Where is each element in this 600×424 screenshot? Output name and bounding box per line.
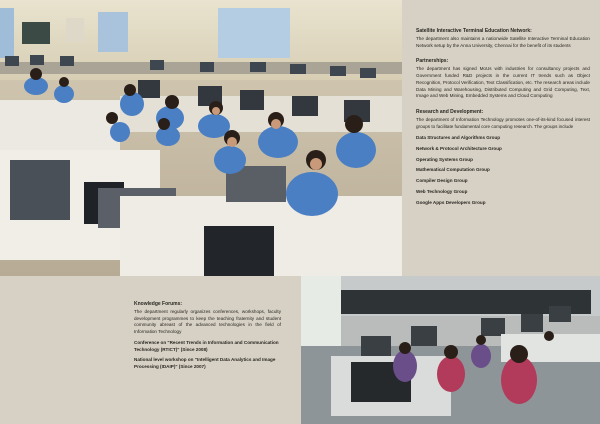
right-text-panel <box>402 0 600 276</box>
research-group-item: Network & Protocol Architecture Group <box>416 146 502 152</box>
research-section <box>416 109 590 208</box>
research-heading: Research and Development: <box>416 108 484 115</box>
knowledge-forums-text: The department regularly organizes conferences, workshops, faculty development programmes to keep the teaching fraternity and student community abreast of the advanced technologies in the field of Information Technology <box>134 309 281 335</box>
partnerships-text: The department has signed MoUs with industries for consultancy projects and Government funded R&D projects in the current IT trends such as Object Recognition, Protocol Verification, Text Classification, etc. The research areas include Data Mining and Warehousing, Distributed Computing and Grid Computing, Text, Image and Web Mining, Embedded Systems and Cloud Computing <box>416 66 590 99</box>
research-group-item: Google Apps Developers Group <box>416 199 486 205</box>
research-text: The department of Information Technology promotes one-of-its-kind focused interest groups to facilitate fundamental core computing research. The groups include <box>416 116 590 129</box>
research-group-item: Compiler Design Group <box>416 178 468 184</box>
satellite-network-text: The department also maintains a nationwide Satellite Interactive Terminal Education Network setup by the Anna University, Chennai for the benefit of its students <box>416 36 590 48</box>
satellite-network-section <box>416 28 590 49</box>
research-group-item: Web Technology Group <box>416 188 468 194</box>
computer-lab-photo-large <box>0 0 402 276</box>
left-text-panel <box>0 276 301 424</box>
partnerships-heading: Partnerships: <box>416 58 449 65</box>
research-group-item: Data Structures and Algorithms Group <box>416 135 501 141</box>
event-item: National level workshop on "Intelligent Data Analytics and Image Processing (IDAIP)" (Since 2007) <box>134 357 276 369</box>
satellite-network-heading: Satellite Interactive Terminal Education Network: <box>416 28 532 34</box>
research-group-item: Operating Systems Group <box>416 156 473 162</box>
knowledge-forums-heading: Knowledge Forums: <box>134 301 183 307</box>
event-item: Conference on "Recent Trends in Information and Communication Technology (RTICT)" (Since 2008) <box>134 339 279 352</box>
computer-lab-photo-small <box>301 276 600 424</box>
research-group-list <box>416 133 590 208</box>
research-group-item: Mathematical Computation Group <box>416 167 490 173</box>
partnerships-section <box>416 58 590 100</box>
